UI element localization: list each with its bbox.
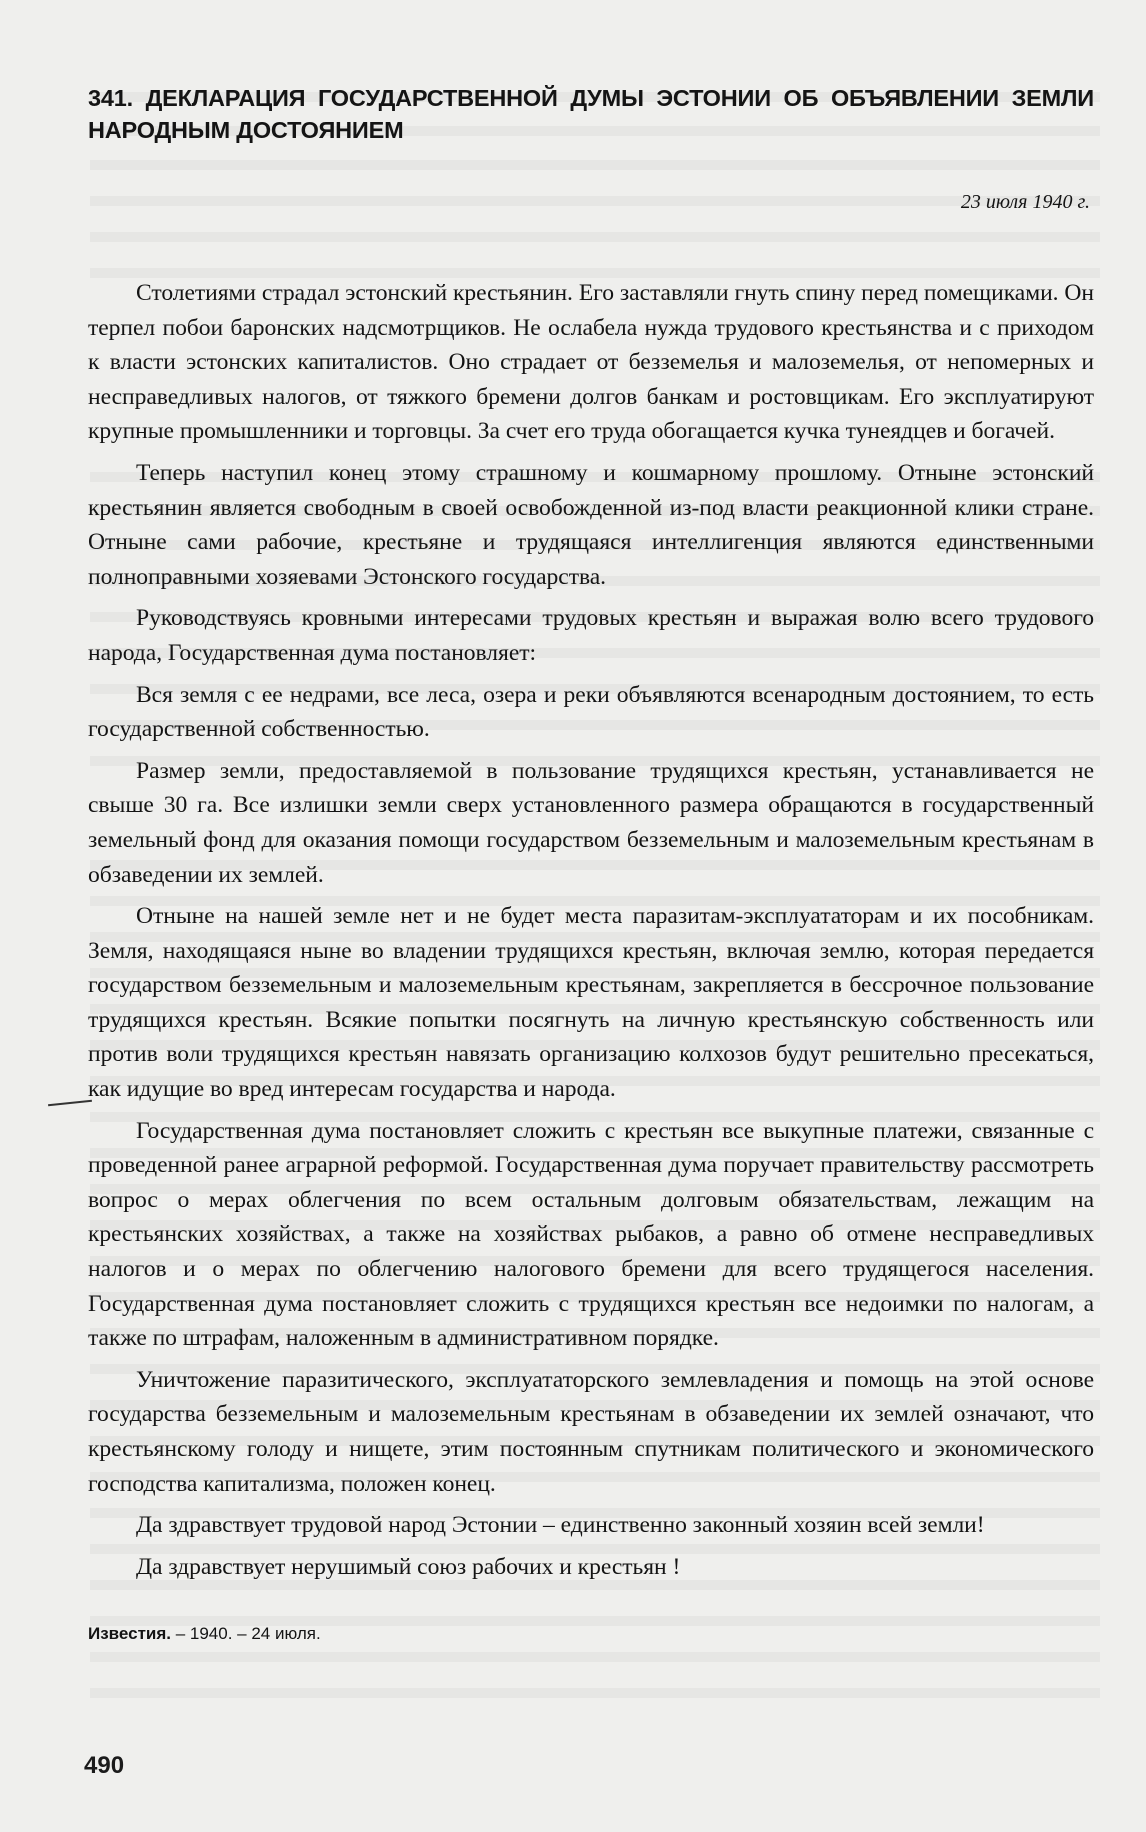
paragraph: Да здравствует трудовой народ Эстонии – единственно законный хозяин всей земли!: [136, 1512, 985, 1539]
document-body: [88, 276, 1094, 1584]
paragraph: Теперь наступил конец этому страшному и кошмарному прошлому. Отныне эстонский крестьянин является свободным в своей освобожденной из-под власти реакционной клики стране. Отныне сами рабочие, крестьяне и трудящаяся интеллигенция являются единственными полноправными хозяевами Эстонского государства.: [88, 459, 1094, 590]
document-date: 23 июля 1940 г.: [960, 191, 1090, 213]
page-number: 490: [84, 1752, 125, 1779]
document-page: [88, 82, 1094, 1644]
paragraph: Размер земли, предоставляемой в пользование трудящихся крестьян, устанавливается не свыше 30 га. Все излишки земли сверх установленного размера обращаются в государственный земельный фонд для оказания помощи государством безземельным и малоземельным крестьянам в обзаведении их землей.: [88, 757, 1094, 888]
source-publication: Известия.: [88, 1624, 171, 1644]
paragraph: Столетиями страдал эстонский крестьянин. Его заставляли гнуть спину перед помещиками. Он терпел побои баронских надсмотрщиков. Не ослабела нужда трудового крестьянства и с приходом к власти эстонских капиталистов. Оно страдает от безземелья и малоземелья, от непомерных и несправедливых налогов, от тяжкого бремени долгов банкам и ростовщикам. Его эксплуатируют крупные промышленники и торговцы. За счет его труда обогащается кучка тунеядцев и богачей.: [88, 280, 1094, 445]
paragraph: Уничтожение паразитического, эксплуататорского землевладения и помощь на этой основе государства безземельным и малоземельным крестьянам в обзаведении их землей означают, что крестьянскому голоду и нищете, этим постоянным спутникам политического и экономического господства капитализма, положен конец.: [88, 1366, 1094, 1497]
paragraph: Руководствуясь кровными интересами трудовых крестьян и выражая волю всего трудового народа, Государственная дума постановляет:: [88, 605, 1094, 666]
source-citation: [88, 1624, 1094, 1644]
paragraph: Да здравствует нерушимый союз рабочих и крестьян !: [136, 1553, 681, 1580]
source-details: – 1940. – 24 июля.: [171, 1624, 321, 1644]
margin-pencil-mark: [48, 1100, 92, 1107]
document-title: 341. ДЕКЛАРАЦИЯ ГОСУДАРСТВЕННОЙ ДУМЫ ЭСТОНИИ ОБ ОБЪЯВЛЕНИИ ЗЕМЛИ НАРОДНЫМ ДОСТОЯНИЕМ: [88, 85, 1094, 143]
paragraph: Государственная дума постановляет сложить с крестьян все выкупные платежи, связанные с проведенной ранее аграрной реформой. Государственная дума поручает правительству рассмотреть вопрос о мерах облегчения по всем остальным долговым обязательствам, лежащим на крестьянских хозяйствах, а также на хозяйствах рыбаков, а равно об отмене несправедливых налогов и о мерах по облегчению налогового бремени для всего трудящегося населения. Государственная дума постановляет сложить с трудящихся крестьян все недоимки по налогам, а также по штрафам, наложенным в административном порядке.: [88, 1117, 1094, 1352]
paragraph: Вся земля с ее недрами, все леса, озера и реки объявляются всенародным достоянием, то есть государственной собственностью.: [88, 681, 1094, 743]
paragraph: Отныне на нашей земле нет и не будет места паразитам-эксплуататорам и их пособникам. Земля, находящаяся ныне во владении трудящихся крестьян, включая землю, которая передается государством безземельным и малоземельным крестьянам, закрепляется в бессрочное пользование трудящихся крестьян. Всякие попытки посягнуть на личную крестьянскую собственность или против воли трудящихся крестьян навязать организацию колхозов будут решительно пресекаться, как идущие во вред интересам государства и народа.: [88, 903, 1094, 1103]
